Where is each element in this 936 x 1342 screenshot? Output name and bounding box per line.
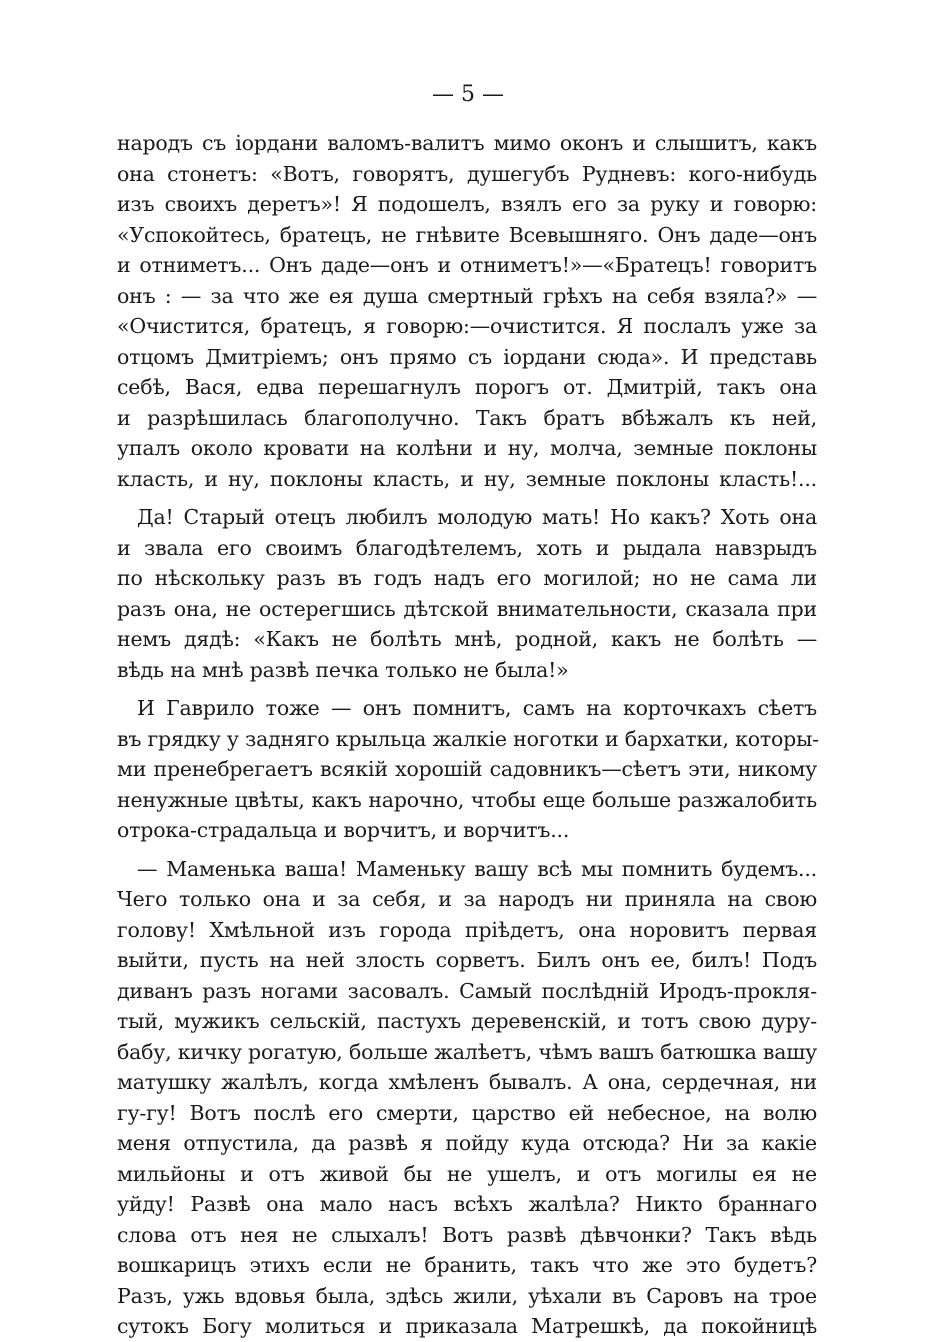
text-line: вѣдь на мнѣ развѣ печка только не была!» xyxy=(117,657,569,682)
text-line: и звала его своимъ благодѣтелемъ, хоть и рыдала навзрыдъ xyxy=(117,535,817,560)
text-line: выйти, пусть на ней злость сорветъ. Билъ онъ ее, билъ! Подъ xyxy=(117,948,817,972)
body-text xyxy=(117,128,817,1342)
page-number: — 5 — xyxy=(432,82,504,107)
text-line: онъ : — за что же ея душа смертный грѣхъ на себя взяла?» — xyxy=(117,283,817,308)
text-line: — Маменька ваша! Маменьку вашу всѣ мы помнить будемъ... xyxy=(137,856,817,881)
text-line: ми пренебрегаетъ всякій хорошій садовникъ—сѣетъ эти, никому xyxy=(117,757,817,781)
paragraph-2 xyxy=(117,502,817,685)
text-line: бабу, кичку рогатую, больше жалѣетъ, чѣмъ вашъ батюшка вашу xyxy=(117,1039,817,1064)
text-line: себѣ, Вася, едва перешагнулъ порогъ от. Дмитрій, такъ она xyxy=(117,375,817,399)
text-line: вошкарицъ этихъ если не бранить, такъ что же это будетъ? xyxy=(117,1253,817,1277)
text-line: отцомъ Дмитріемъ; онъ прямо съ іордани сюда». И представь xyxy=(117,344,817,369)
text-line: «Очистится, братецъ, я говорю:—очистится. Я послалъ уже за xyxy=(117,314,817,338)
text-line: тый, мужикъ сельскій, пастухъ деревенскій, и тотъ свою дуру- xyxy=(117,1009,817,1033)
text-line: изъ своихъ деретъ»! Я подошелъ, взялъ его за руку и говорю: xyxy=(117,192,817,216)
text-line: она стонетъ: «Вотъ, говорятъ, душегубъ Рудневъ: кого-нибудь xyxy=(117,161,817,186)
text-line: уйду! Развѣ она мало насъ всѣхъ жалѣла? Никто браннаго xyxy=(117,1192,817,1216)
text-line: меня отпустила, да развѣ я пойду куда отсюда? Ни за какіе xyxy=(117,1131,817,1155)
text-line: и разрѣшилась благополучно. Такъ братъ вбѣжалъ къ ней, xyxy=(117,405,817,430)
paragraph-3 xyxy=(117,693,817,846)
paragraph-1 xyxy=(117,128,817,494)
text-line: Чего только она и за себя, и за народъ ни приняла на свою xyxy=(117,887,817,911)
paragraph-gap xyxy=(117,685,817,693)
text-line: ненужные цвѣты, какъ нарочно, чтобы еще больше разжалобить xyxy=(117,787,817,812)
text-line: разъ она, не остерегшись дѣтской внимательности, сказала при xyxy=(117,596,817,621)
text-line: «Успокойтесь, братецъ, не гнѣвите Всевышняго. Онъ даде—онъ xyxy=(117,222,817,247)
text-line: упалъ около кровати на колѣни и ну, молча, земные поклоны xyxy=(117,436,817,460)
text-line: матушку жалѣлъ, когда хмѣленъ бывалъ. А она, сердечная, ни xyxy=(117,1070,817,1094)
text-line: Да! Старый отецъ любилъ молодую мать! Но какъ? Хоть она xyxy=(137,505,817,529)
text-line: диванъ разъ ногами засовалъ. Самый послѣдній Иродъ-прокля- xyxy=(117,978,817,1003)
paragraph-gap xyxy=(117,846,817,854)
text-line: народъ съ іордани валомъ-валитъ мимо оконъ и слышитъ, какъ xyxy=(117,131,817,155)
text-line: отрока-страдальца и ворчитъ, и ворчитъ... xyxy=(117,818,570,842)
text-line: гу-гу! Вотъ послѣ его смерти, царство ей небесное, на волю xyxy=(117,1100,817,1125)
text-line: класть, и ну, поклоны класть, и ну, земные поклоны класть!... xyxy=(117,466,817,491)
text-line: голову! Хмѣльной изъ города пріѣдетъ, она норовитъ первая xyxy=(117,917,817,942)
text-line: сутокъ Богу молиться и приказала Матрешкѣ, да покойницѣ xyxy=(117,1314,817,1338)
text-line: Разъ, ужь вдовья была, здѣсь жили, уѣхали въ Саровъ на трое xyxy=(117,1283,817,1308)
text-line: и отниметъ... Онъ даде—онъ и отниметъ!»—«Братецъ! говоритъ xyxy=(117,253,817,277)
text-line: слова отъ нея не слыхалъ! Вотъ развѣ дѣвчонки? Такъ вѣдь xyxy=(117,1222,817,1247)
text-line: немъ дядѣ: «Какъ не болѣть мнѣ, родной, какъ не болѣть — xyxy=(117,627,817,651)
text-line: И Гаврило тоже — онъ помнитъ, самъ на корточкахъ сѣетъ xyxy=(137,696,817,720)
paragraph-gap xyxy=(117,494,817,502)
text-line: мильйоны и отъ живой бы не ушелъ, и отъ могилы ея не xyxy=(117,1161,817,1186)
paragraph-4 xyxy=(117,854,817,1342)
text-line: въ грядку у задняго крыльца жалкіе ноготки и бархатки, которы- xyxy=(117,726,819,751)
text-line: по нѣскольку разъ въ годъ надъ его могилой; но не сама ли xyxy=(117,566,817,590)
